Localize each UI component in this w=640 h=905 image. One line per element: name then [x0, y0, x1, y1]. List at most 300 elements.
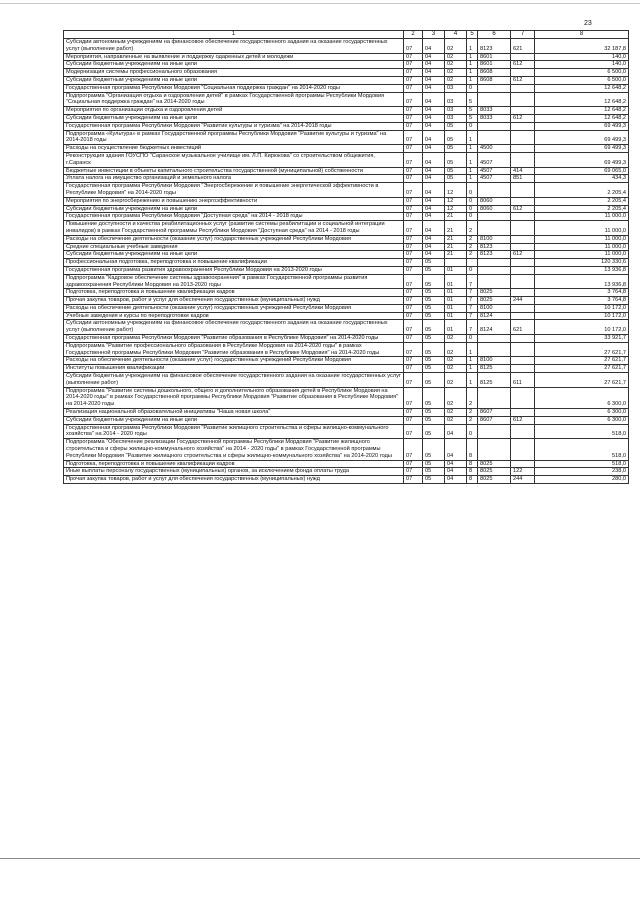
amount-cell: 6 300,0	[535, 387, 629, 408]
code-cell: 7	[467, 320, 478, 335]
code-cell: 07	[404, 387, 423, 408]
table-row	[64, 76, 629, 84]
code-cell: 01	[445, 297, 467, 305]
code-cell: 05	[423, 335, 445, 343]
code-cell: 612	[511, 205, 535, 213]
code-cell: 4507	[478, 152, 511, 167]
code-cell: 1	[467, 373, 478, 388]
code-cell	[511, 409, 535, 417]
code-cell: 07	[404, 152, 423, 167]
code-cell: 8123	[478, 39, 511, 54]
code-cell: 05	[423, 439, 445, 460]
row-name-cell: Субсидии бюджетным учреждениям на иные цели	[64, 76, 404, 84]
code-cell: 0	[467, 183, 478, 198]
code-cell	[478, 84, 511, 92]
code-cell: 1	[467, 175, 478, 183]
code-cell	[478, 342, 511, 357]
row-name-cell: Подготовка, переподготовка и повышение квалификации кадров	[64, 460, 404, 468]
top-rule	[0, 3, 640, 4]
code-cell: 8060	[478, 205, 511, 213]
code-cell: 07	[404, 107, 423, 115]
code-cell: 8124	[478, 320, 511, 335]
code-cell	[511, 439, 535, 460]
code-cell: 0	[467, 213, 478, 221]
code-cell: 05	[423, 304, 445, 312]
bottom-rule	[0, 858, 640, 859]
row-name-cell: Государственная программа Республики Мордовия "Доступная среда" на 2014 - 2018 годы	[64, 213, 404, 221]
code-cell: 05	[423, 289, 445, 297]
code-cell: 4507	[478, 175, 511, 183]
code-cell: 2	[467, 221, 478, 236]
amount-cell: 2 205,4	[535, 197, 629, 205]
code-cell: 07	[404, 274, 423, 289]
row-name-cell: Субсидии автономным учреждениям на финансовое обеспечение государственного задания на оказание государственных услуг (выполнение работ)	[64, 320, 404, 335]
code-cell	[478, 259, 511, 267]
code-cell: 03	[445, 84, 467, 92]
row-name-cell: Расходы на обеспечение деятельности (оказание услуг) государственных учреждений Республики Мордовия	[64, 304, 404, 312]
amount-cell: 2 205,4	[535, 183, 629, 198]
code-cell: 0	[467, 424, 478, 439]
code-cell: 04	[423, 69, 445, 77]
code-cell	[478, 213, 511, 221]
row-name-cell: Повышение доступности и качества реабилитационных услуг (развитие системы реабилитации и социальной интеграции инвалидов) в рамках Государственной программы Республики Мордовия "Доступная среда" на 2014 - 2018 годы	[64, 221, 404, 236]
row-name-cell: Государственная программа Республики Мордовия "Развитие образования в Республике Мордовия" на 2014-2020 годы	[64, 335, 404, 343]
code-cell: 04	[423, 197, 445, 205]
code-cell	[478, 424, 511, 439]
code-cell: 04	[423, 61, 445, 69]
code-cell: 07	[404, 167, 423, 175]
code-cell	[511, 304, 535, 312]
code-cell: 07	[404, 297, 423, 305]
code-cell: 07	[404, 409, 423, 417]
amount-cell: 27 621,7	[535, 357, 629, 365]
code-cell	[511, 107, 535, 115]
code-cell: 8025	[478, 460, 511, 468]
code-cell: 612	[511, 61, 535, 69]
table-row	[64, 373, 629, 388]
table-row	[64, 289, 629, 297]
code-cell: 07	[404, 39, 423, 54]
code-cell: 05	[423, 266, 445, 274]
amount-cell: 11 000,0	[535, 243, 629, 251]
table-row	[64, 243, 629, 251]
code-cell: 07	[404, 92, 423, 107]
code-cell: 05	[423, 373, 445, 388]
amount-cell: 280,0	[535, 476, 629, 484]
amount-cell: 2 205,4	[535, 205, 629, 213]
row-name-cell: Государственная программа Республики Мордовия "Развитие культуры и туризма" на 2014-2018 годы	[64, 122, 404, 130]
code-cell: 07	[404, 53, 423, 61]
code-cell: 07	[404, 114, 423, 122]
code-cell: 01	[445, 320, 467, 335]
header-cell: 5	[467, 31, 478, 39]
row-name-cell: Иные выплаты персоналу государственных (муниципальных) органов, за исключением фонда оплаты труда	[64, 468, 404, 476]
code-cell: 04	[423, 167, 445, 175]
code-cell: 07	[404, 357, 423, 365]
code-cell: 8125	[478, 365, 511, 373]
code-cell: 2	[467, 235, 478, 243]
code-cell	[511, 387, 535, 408]
code-cell: 05	[445, 122, 467, 130]
amount-cell: 69 499,3	[535, 130, 629, 145]
header-cell: 8	[535, 31, 629, 39]
code-cell: 1	[467, 357, 478, 365]
code-cell: 07	[404, 289, 423, 297]
header-cell: 7	[511, 31, 535, 39]
amount-cell: 6 500,0	[535, 76, 629, 84]
table-row	[64, 357, 629, 365]
code-cell: 0	[467, 205, 478, 213]
code-cell: 8601	[478, 61, 511, 69]
table-row	[64, 342, 629, 357]
code-cell: 1	[467, 167, 478, 175]
code-cell: 04	[423, 114, 445, 122]
code-cell: 05	[445, 130, 467, 145]
code-cell: 02	[445, 387, 467, 408]
row-name-cell: Субсидии бюджетным учреждениям на финансовое обеспечение государственного задания на оказание государственных услуг (выполнение работ)	[64, 373, 404, 388]
code-cell: 12	[445, 197, 467, 205]
code-cell: 04	[423, 76, 445, 84]
table-row	[64, 84, 629, 92]
code-cell: 7	[467, 289, 478, 297]
code-cell: 1	[467, 342, 478, 357]
code-cell	[511, 197, 535, 205]
amount-cell: 10 172,0	[535, 320, 629, 335]
code-cell	[511, 312, 535, 320]
code-cell	[511, 122, 535, 130]
code-cell: 02	[445, 373, 467, 388]
amount-cell: 120 330,6	[535, 259, 629, 267]
code-cell: 04	[423, 107, 445, 115]
table-row	[64, 266, 629, 274]
code-cell: 1	[467, 69, 478, 77]
code-cell	[478, 183, 511, 198]
code-cell	[478, 122, 511, 130]
code-cell: 05	[423, 365, 445, 373]
amount-cell: 69 499,3	[535, 145, 629, 153]
table-row	[64, 424, 629, 439]
row-name-cell: Модернизация системы профессионального образования	[64, 69, 404, 77]
code-cell: 244	[511, 476, 535, 484]
code-cell	[478, 335, 511, 343]
code-cell: 8100	[478, 235, 511, 243]
table-row	[64, 53, 629, 61]
table-row	[64, 122, 629, 130]
row-name-cell: Государственная программа развития здравоохранения Республики Мордовия на 2013-2020 годы	[64, 266, 404, 274]
table-row	[64, 183, 629, 198]
table-row	[64, 205, 629, 213]
code-cell: 8123	[478, 251, 511, 259]
code-cell: 5	[467, 107, 478, 115]
table-row	[64, 335, 629, 343]
code-cell: 21	[445, 251, 467, 259]
row-name-cell: Мероприятия по организации отдыха и оздоровления детей	[64, 107, 404, 115]
code-cell: 8	[467, 460, 478, 468]
amount-cell: 13 936,8	[535, 266, 629, 274]
amount-cell: 32 187,8	[535, 39, 629, 54]
code-cell: 07	[404, 205, 423, 213]
code-cell: 2	[467, 243, 478, 251]
code-cell	[511, 259, 535, 267]
code-cell: 0	[467, 197, 478, 205]
code-cell	[511, 221, 535, 236]
row-name-cell: Профессиональная подготовка, переподготовка и повышение квалификации	[64, 259, 404, 267]
code-cell: 2	[467, 409, 478, 417]
code-cell: 05	[423, 342, 445, 357]
amount-cell: 69 499,3	[535, 152, 629, 167]
table-row	[64, 152, 629, 167]
code-cell: 02	[445, 39, 467, 54]
code-cell: 07	[404, 84, 423, 92]
code-cell: 851	[511, 175, 535, 183]
table-row	[64, 312, 629, 320]
code-cell: 12	[445, 205, 467, 213]
code-cell: 7	[467, 304, 478, 312]
budget-table	[63, 30, 629, 484]
code-cell: 0	[467, 122, 478, 130]
amount-cell: 33 921,7	[535, 335, 629, 343]
code-cell: 8060	[478, 197, 511, 205]
code-cell: 8608	[478, 69, 511, 77]
code-cell: 04	[423, 122, 445, 130]
code-cell: 05	[423, 476, 445, 484]
code-cell	[511, 424, 535, 439]
code-cell: 07	[404, 304, 423, 312]
code-cell: 8025	[478, 476, 511, 484]
code-cell: 04	[445, 439, 467, 460]
code-cell: 04	[445, 460, 467, 468]
code-cell: 07	[404, 460, 423, 468]
row-name-cell: Институты повышения квалификации	[64, 365, 404, 373]
amount-cell: 27 621,7	[535, 373, 629, 388]
code-cell: 05	[423, 259, 445, 267]
code-cell: 05	[423, 312, 445, 320]
amount-cell: 3 764,8	[535, 289, 629, 297]
code-cell: 04	[423, 221, 445, 236]
code-cell: 07	[404, 235, 423, 243]
code-cell: 621	[511, 320, 535, 335]
amount-cell: 10 172,0	[535, 312, 629, 320]
code-cell: 1	[467, 130, 478, 145]
code-cell	[511, 183, 535, 198]
row-name-cell: Подпрограмма «Культура» в рамках Государственной программы Республики Мордовия "Развитие культуры и туризма" на 2014-2018 годы	[64, 130, 404, 145]
row-name-cell: Государственная программа Республики Мордовия "Социальная поддержка граждан" на 2014-2020 годы	[64, 84, 404, 92]
code-cell: 05	[423, 409, 445, 417]
code-cell: 07	[404, 221, 423, 236]
table-row	[64, 61, 629, 69]
code-cell	[511, 365, 535, 373]
code-cell: 07	[404, 439, 423, 460]
code-cell	[511, 213, 535, 221]
code-cell	[478, 274, 511, 289]
code-cell: 04	[445, 424, 467, 439]
code-cell: 07	[404, 259, 423, 267]
code-cell: 07	[404, 175, 423, 183]
table-row	[64, 107, 629, 115]
amount-cell: 518,0	[535, 424, 629, 439]
amount-cell: 27 621,7	[535, 365, 629, 373]
code-cell: 21	[445, 243, 467, 251]
code-cell: 8033	[478, 114, 511, 122]
amount-cell: 13 936,8	[535, 274, 629, 289]
amount-cell: 27 621,7	[535, 342, 629, 357]
code-cell: 04	[423, 145, 445, 153]
code-cell: 05	[423, 297, 445, 305]
code-cell: 04	[423, 235, 445, 243]
row-name-cell: Субсидии автономным учреждениям на финансовое обеспечение государственного задания на оказание государственных услуг (выполнение работ)	[64, 39, 404, 54]
row-name-cell: Учебные заведения и курсы по переподготовке кадров	[64, 312, 404, 320]
code-cell: 04	[423, 39, 445, 54]
row-name-cell: Прочая закупка товаров, работ и услуг для обеспечения государственных (муниципальных) нужд	[64, 476, 404, 484]
amount-cell: 518,0	[535, 460, 629, 468]
row-name-cell: Бюджетные инвестиции в объекты капитального строительства государственной (муниципальной) собственности	[64, 167, 404, 175]
code-cell	[511, 130, 535, 145]
code-cell	[478, 439, 511, 460]
code-cell: 07	[404, 69, 423, 77]
row-name-cell: Субсидии бюджетным учреждениям на иные цели	[64, 61, 404, 69]
code-cell: 21	[445, 235, 467, 243]
code-cell: 2	[467, 416, 478, 424]
code-cell: 02	[445, 416, 467, 424]
code-cell: 7	[467, 297, 478, 305]
code-cell: 8601	[478, 53, 511, 61]
code-cell: 02	[445, 69, 467, 77]
code-cell: 05	[423, 357, 445, 365]
code-cell: 03	[445, 114, 467, 122]
code-cell: 244	[511, 297, 535, 305]
code-cell: 1	[467, 365, 478, 373]
code-cell: 04	[423, 130, 445, 145]
code-cell: 8	[467, 439, 478, 460]
table-row	[64, 439, 629, 460]
code-cell	[467, 259, 478, 267]
header-cell: 3	[423, 31, 445, 39]
code-cell: 04	[423, 53, 445, 61]
row-name-cell: Уплата налога на имущество организаций и земельного налога	[64, 175, 404, 183]
row-name-cell: Подпрограмма "Развитие системы дошкольного, общего и дополнительного образования детей в Республике Мордовия на 2014-2020 годы" в рамках Государственной программы Республики Мордовия "Развитие образования в Республике Мордовия" на 2014-2020 годы	[64, 387, 404, 408]
code-cell: 07	[404, 130, 423, 145]
code-cell: 04	[445, 468, 467, 476]
code-cell	[478, 266, 511, 274]
code-cell	[511, 53, 535, 61]
code-cell	[511, 69, 535, 77]
code-cell: 8033	[478, 107, 511, 115]
row-name-cell: Субсидии бюджетным учреждениям на иные цели	[64, 114, 404, 122]
table-row	[64, 365, 629, 373]
code-cell: 03	[445, 92, 467, 107]
table-row	[64, 235, 629, 243]
row-name-cell: Средние специальные учебные заведения	[64, 243, 404, 251]
row-name-cell: Субсидии бюджетным учреждениям на иные цели	[64, 251, 404, 259]
table-row	[64, 145, 629, 153]
code-cell: 1	[467, 39, 478, 54]
table-row	[64, 175, 629, 183]
code-cell: 07	[404, 251, 423, 259]
code-cell: 04	[423, 152, 445, 167]
code-cell: 04	[423, 213, 445, 221]
code-cell: 414	[511, 167, 535, 175]
code-cell: 05	[445, 175, 467, 183]
amount-cell: 3 764,8	[535, 297, 629, 305]
row-name-cell: Подготовка, переподготовка и повышение квалификации кадров	[64, 289, 404, 297]
code-cell: 07	[404, 197, 423, 205]
code-cell: 612	[511, 251, 535, 259]
code-cell: 04	[423, 175, 445, 183]
amount-cell: 12 648,2	[535, 92, 629, 107]
amount-cell: 69 499,3	[535, 122, 629, 130]
code-cell: 0	[467, 266, 478, 274]
row-name-cell: Субсидии бюджетным учреждениям на иные цели	[64, 416, 404, 424]
code-cell: 07	[404, 476, 423, 484]
code-cell: 07	[404, 122, 423, 130]
code-cell: 2	[467, 387, 478, 408]
amount-cell: 69 065,0	[535, 167, 629, 175]
code-cell: 612	[511, 416, 535, 424]
amount-cell: 434,3	[535, 175, 629, 183]
table-row	[64, 259, 629, 267]
code-cell: 5	[467, 92, 478, 107]
table-row	[64, 304, 629, 312]
code-cell: 07	[404, 320, 423, 335]
code-cell: 07	[404, 61, 423, 69]
table-row	[64, 476, 629, 484]
code-cell	[478, 221, 511, 236]
amount-cell: 12 648,2	[535, 114, 629, 122]
code-cell: 02	[445, 61, 467, 69]
header-row	[64, 31, 629, 39]
code-cell: 05	[423, 468, 445, 476]
amount-cell: 11 000,0	[535, 213, 629, 221]
code-cell: 04	[423, 183, 445, 198]
amount-cell: 11 000,0	[535, 221, 629, 236]
code-cell: 04	[445, 476, 467, 484]
row-name-cell: Реконструкция здания ГОУСПО "Саранское музыкальное училище им. Л.П. Кирюкова" со строительством общежития, г.Саранск	[64, 152, 404, 167]
code-cell: 1	[467, 152, 478, 167]
code-cell	[511, 357, 535, 365]
code-cell: 01	[445, 304, 467, 312]
code-cell: 611	[511, 373, 535, 388]
code-cell: 8607	[478, 409, 511, 417]
amount-cell: 12 648,2	[535, 84, 629, 92]
code-cell: 07	[404, 373, 423, 388]
code-cell: 8	[467, 468, 478, 476]
code-cell: 8025	[478, 289, 511, 297]
code-cell: 07	[404, 145, 423, 153]
code-cell: 4507	[478, 167, 511, 175]
code-cell: 7	[467, 312, 478, 320]
table-row	[64, 39, 629, 54]
code-cell: 21	[445, 213, 467, 221]
amount-cell: 6 500,0	[535, 69, 629, 77]
code-cell: 05	[423, 424, 445, 439]
code-cell	[511, 274, 535, 289]
table-row	[64, 92, 629, 107]
code-cell: 1	[467, 76, 478, 84]
header-cell: 2	[404, 31, 423, 39]
table-row	[64, 197, 629, 205]
code-cell: 8123	[478, 243, 511, 251]
code-cell: 05	[445, 167, 467, 175]
code-cell: 02	[445, 335, 467, 343]
row-name-cell: Реализация национальной образовательной инициативы "Наша новая школа"	[64, 409, 404, 417]
table-row	[64, 460, 629, 468]
table-row	[64, 213, 629, 221]
code-cell: 1	[467, 61, 478, 69]
code-cell	[511, 235, 535, 243]
row-name-cell: Подпрограмма "Организация отдыха и оздоровления детей" в рамках Государственной программы Республики Мордовия "Социальная поддержка граждан" на 2014-2020 годы	[64, 92, 404, 107]
code-cell: 621	[511, 39, 535, 54]
row-name-cell: Государственная программа Республики Мордовия "Развитие жилищного строительства и сферы жилищно-коммунального хозяйства" на 2014 - 2020 годы	[64, 424, 404, 439]
